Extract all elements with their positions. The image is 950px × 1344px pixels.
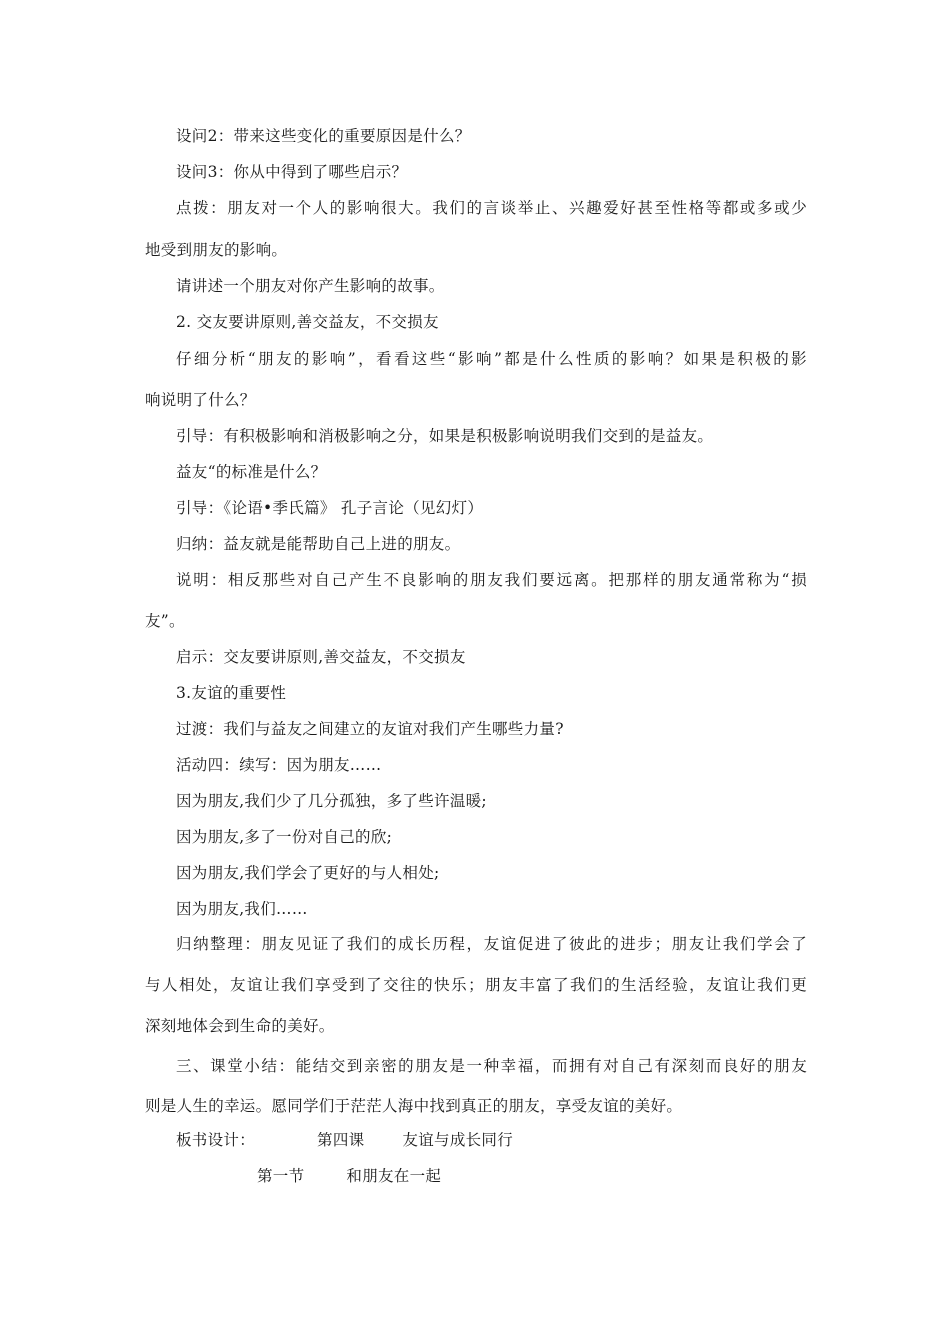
board-design-line [176, 1130, 513, 1150]
text-line: 地受到朋友的影响。 [145, 241, 288, 259]
text-line: 因为朋友,我们学会了更好的与人相处; [176, 864, 440, 882]
text-line: 引导：有积极影响和消极影响之分，如果是积极影响说明我们交到的是益友。 [176, 427, 714, 445]
text-line: 点拨：朋友对一个人的影响很大。我们的言谈举止、兴趣爱好甚至性格等都或多或少 [176, 199, 807, 217]
text-line: 友”。 [145, 612, 185, 630]
text-line: 活动四：续写：因为朋友…… [176, 756, 382, 774]
text-line: 则是人生的幸运。愿同学们于茫茫人海中找到真正的朋友，享受友谊的美好。 [145, 1097, 683, 1115]
text-line: 设问2：带来这些变化的重要原因是什么？ [176, 127, 471, 145]
text-line: 说明：相反那些对自己产生不良影响的朋友我们要远离。把那样的朋友通常称为“损 [176, 571, 807, 589]
text-line: 设问3：你从中得到了哪些启示？ [176, 163, 408, 181]
text-line: 仔细分析“朋友的影响”，看看这些“影响”都是什么性质的影响？如果是积极的影 [176, 350, 807, 368]
text-line: 因为朋友,我们…… [176, 900, 308, 918]
section-heading: 3.友谊的重要性 [176, 684, 287, 702]
text-line: 启示：交友要讲原则,善交益友，不交损友 [176, 648, 466, 666]
text-line: 三、课堂小结：能结交到亲密的朋友是一种幸福，而拥有对自己有深刻而良好的朋友 [176, 1057, 807, 1075]
text-line: 请讲述一个朋友对你产生影响的故事。 [176, 277, 445, 295]
board-lesson-title: 友谊与成长同行 [402, 1131, 514, 1149]
text-line: 过渡：我们与益友之间建立的友谊对我们产生哪些力量? [176, 720, 564, 738]
text-line: 与人相处，友谊让我们享受到了交往的快乐；朋友丰富了我们的生活经验，友谊让我们更 [145, 976, 807, 994]
text-line: 因为朋友,我们少了几分孤独，多了些许温暖; [176, 792, 487, 810]
board-section-title: 和朋友在一起 [346, 1167, 442, 1185]
board-design-label: 板书设计： [176, 1131, 256, 1149]
text-line: 因为朋友,多了一份对自己的欣; [176, 828, 393, 846]
text-line: 益友“的标准是什么？ [176, 463, 327, 481]
text-line: 响说明了什么？ [145, 391, 256, 409]
text-line: 归纳整理：朋友见证了我们的成长历程，友谊促进了彼此的进步；朋友让我们学会了 [176, 935, 807, 953]
text-line: 引导：《论语•季氏篇》 孔子言论（见幻灯） [176, 499, 484, 517]
text-line: 归纳：益友就是能帮助自己上进的朋友。 [176, 535, 461, 553]
board-section-line [257, 1166, 441, 1186]
board-lesson: 第四课 [317, 1131, 365, 1149]
section-heading: 2. 交友要讲原则,善交益友，不交损友 [176, 313, 439, 331]
board-section: 第一节 [257, 1167, 305, 1185]
text-line: 深刻地体会到生命的美好。 [145, 1017, 335, 1035]
